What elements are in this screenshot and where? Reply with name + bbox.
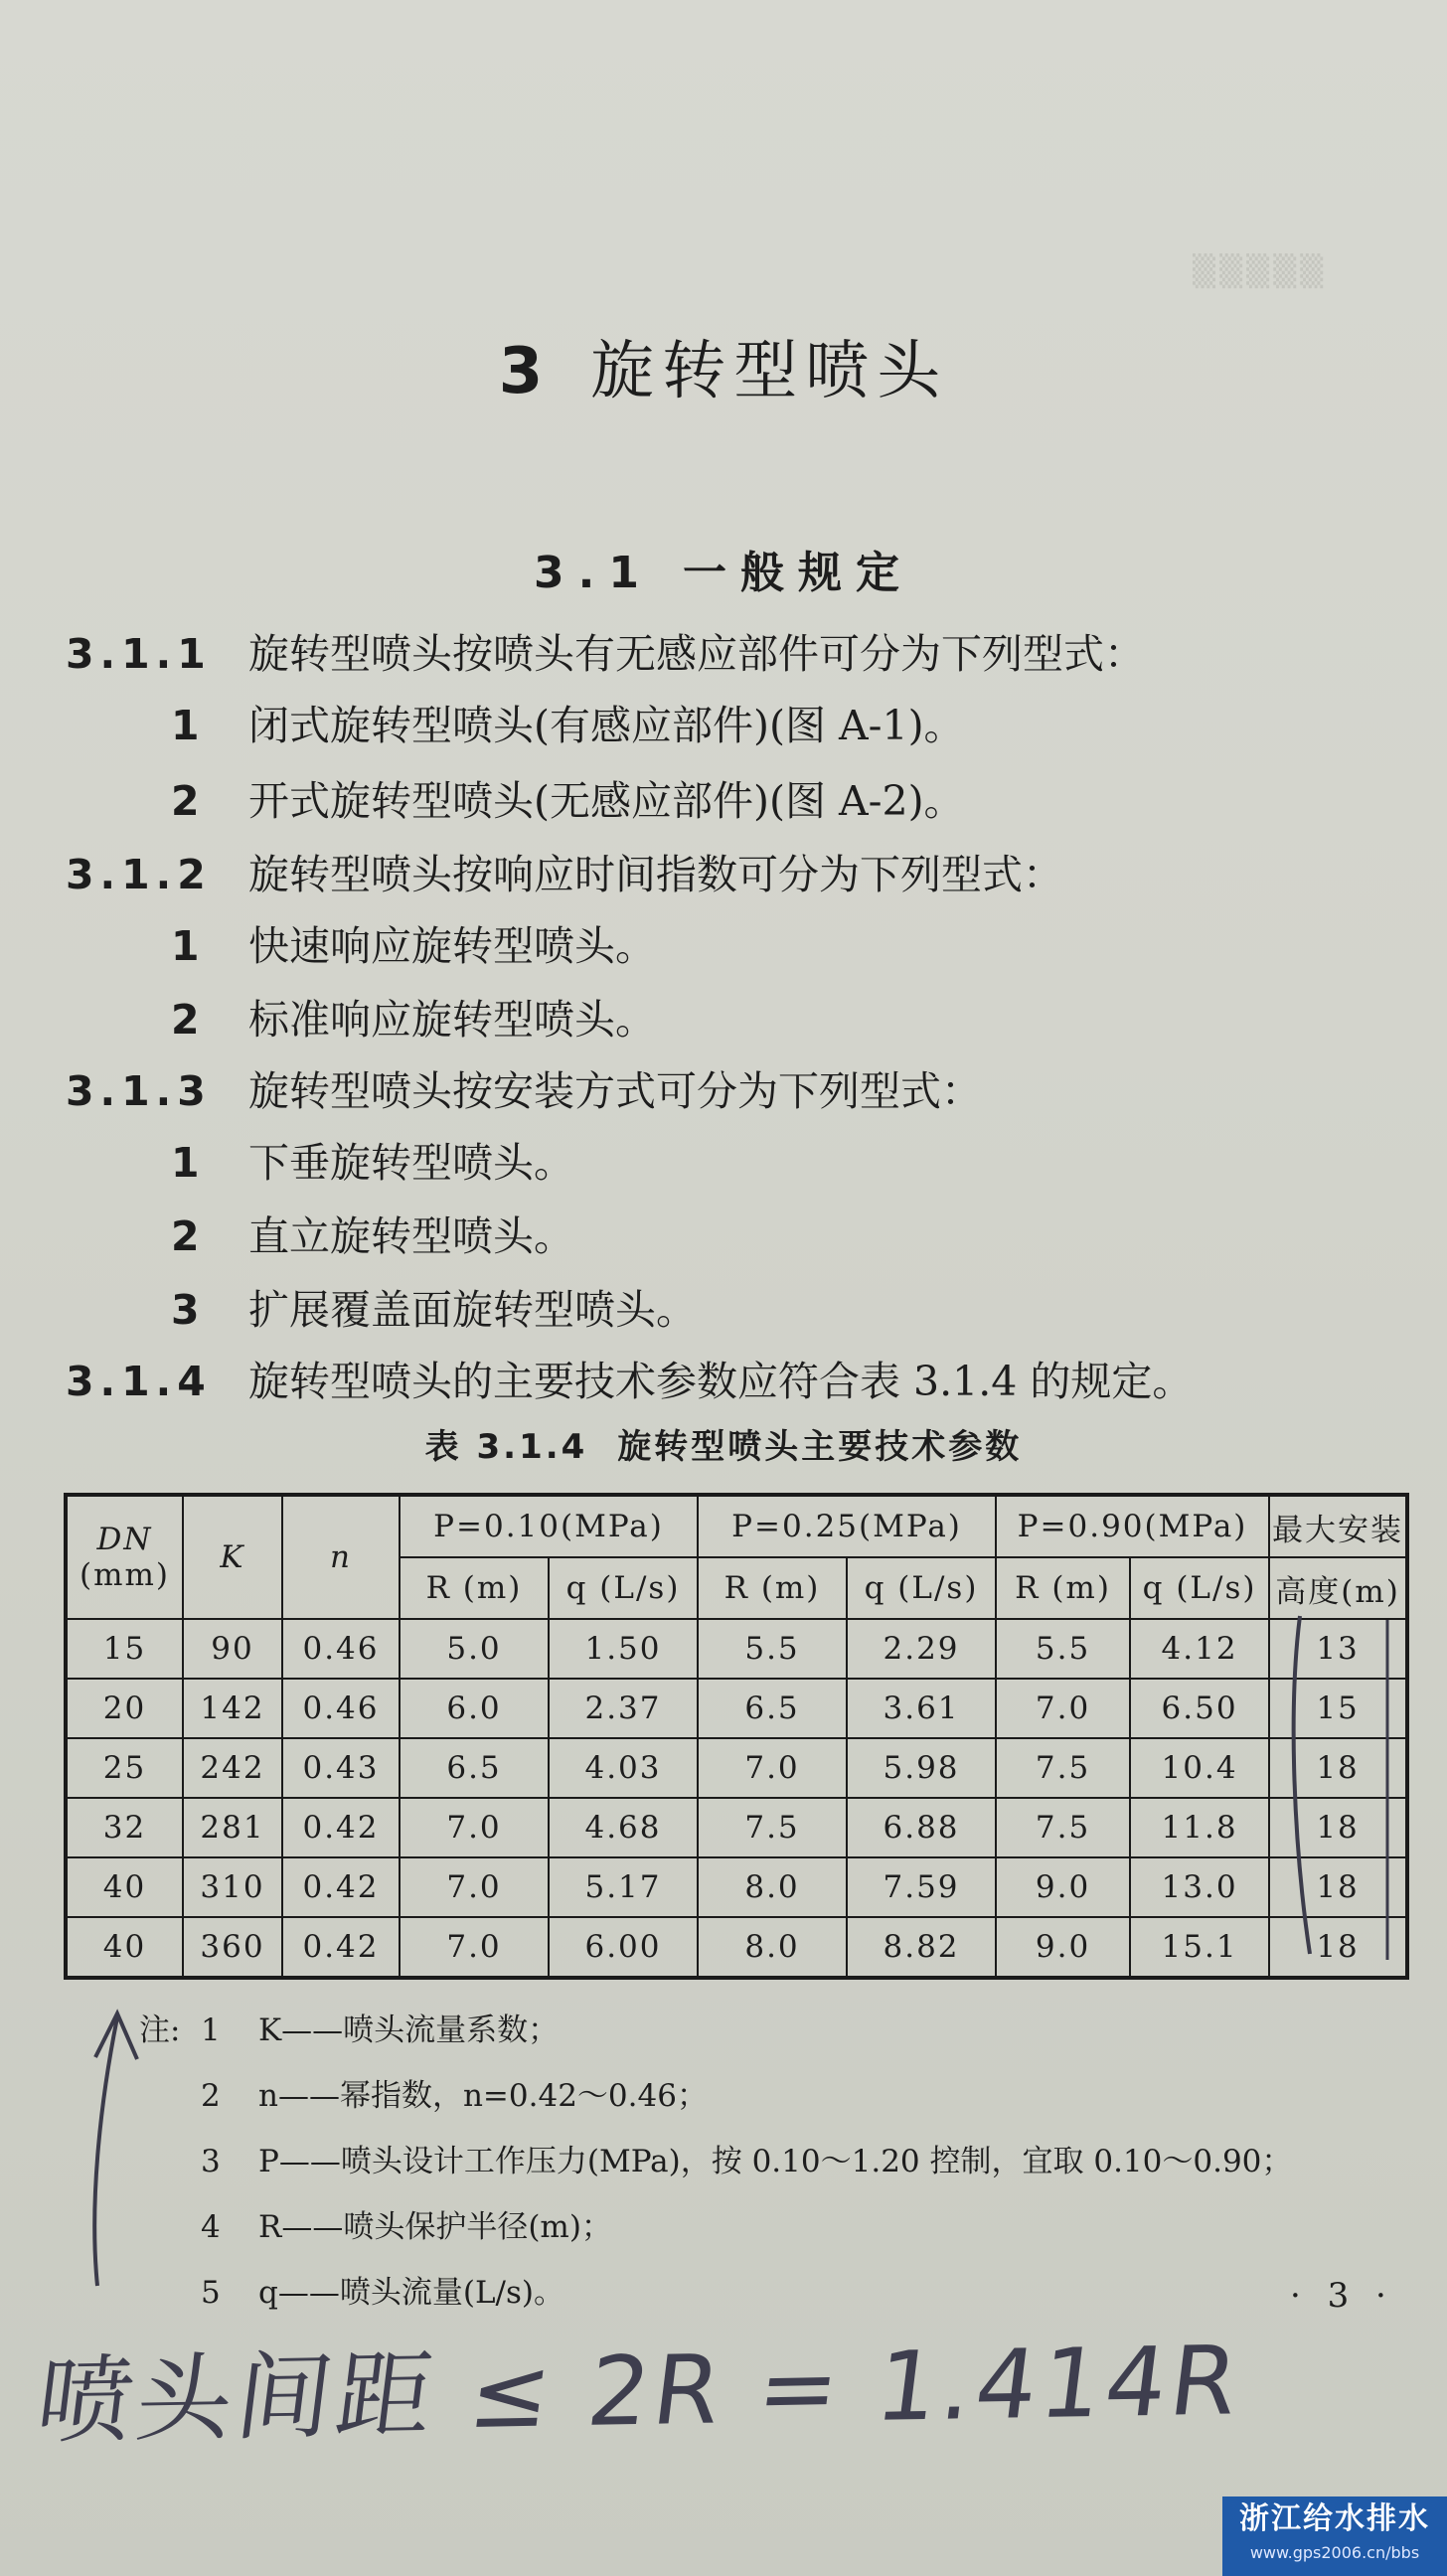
table-cell: 1.50 xyxy=(549,1619,698,1679)
header-dn-unit: (mm) xyxy=(80,1557,170,1593)
table-cell: 0.42 xyxy=(282,1857,400,1917)
table-cell: 25 xyxy=(66,1738,183,1798)
table-cell: 281 xyxy=(183,1798,282,1857)
table-cell: 4.12 xyxy=(1130,1619,1269,1679)
table-cell: 6.5 xyxy=(698,1679,847,1738)
table-cell: 7.0 xyxy=(400,1857,549,1917)
table-cell: 5.5 xyxy=(698,1619,847,1679)
notes-label: 注: xyxy=(139,2012,181,2048)
page-number: · 3 · xyxy=(1290,2276,1394,2316)
table-cell: 13 xyxy=(1269,1619,1407,1679)
clause-number: 3.1.1 xyxy=(66,630,212,678)
table-cell: 2.29 xyxy=(847,1619,996,1679)
item-text: 扩展覆盖面旋转型喷头。 xyxy=(248,1286,697,1334)
handwritten-bracket xyxy=(1294,1616,1310,1954)
forum-watermark[interactable] xyxy=(1222,2496,1447,2576)
table-cell: 40 xyxy=(66,1917,183,1978)
table-cell: 9.0 xyxy=(996,1917,1130,1978)
note-number: 3 xyxy=(201,2144,221,2179)
table-cell: 7.5 xyxy=(698,1798,847,1857)
table-cell: 6.88 xyxy=(847,1798,996,1857)
header-max-height: 最大安装 xyxy=(1269,1495,1407,1557)
table-cell: 8.82 xyxy=(847,1917,996,1978)
section-number: 3.1 xyxy=(534,548,653,598)
clause-text: 旋转型喷头按响应时间指数可分为下列型式： xyxy=(248,851,1063,898)
table-cell: 6.00 xyxy=(549,1917,698,1978)
table-cell: 15 xyxy=(1269,1679,1407,1738)
clause-text: 旋转型喷头的主要技术参数应符合表 3.1.4 的规定。 xyxy=(248,1358,1194,1405)
header-pressure-025: P=0.25(MPa) xyxy=(698,1495,996,1557)
item-number: 2 xyxy=(171,1212,200,1260)
item-text: 闭式旋转型喷头(有感应部件)(图 A-1)。 xyxy=(248,702,965,749)
header-n: n xyxy=(282,1495,400,1619)
table-cell: 7.0 xyxy=(400,1917,549,1978)
header-q: q (L/s) xyxy=(1130,1557,1269,1619)
clause-number: 3.1.3 xyxy=(66,1067,212,1115)
item-text: 标准响应旋转型喷头。 xyxy=(248,996,656,1044)
table-caption-title: 旋转型喷头主要技术参数 xyxy=(617,1427,1023,1467)
table-cell: 0.42 xyxy=(282,1917,400,1978)
item-text: 直立旋转型喷头。 xyxy=(248,1212,574,1260)
table-cell: 7.5 xyxy=(996,1738,1130,1798)
note-number: 1 xyxy=(201,2012,221,2048)
table-cell: 13.0 xyxy=(1130,1857,1269,1917)
item-text: 快速响应旋转型喷头。 xyxy=(248,922,656,970)
header-max-height-unit: 高度(m) xyxy=(1269,1557,1407,1619)
item-number: 3 xyxy=(171,1286,200,1334)
item-number: 1 xyxy=(171,922,200,970)
note-text: K——喷头流量系数； xyxy=(258,2012,560,2048)
table-cell: 8.0 xyxy=(698,1857,847,1917)
note-number: 5 xyxy=(201,2275,221,2311)
item-number: 1 xyxy=(171,1139,200,1187)
header-q: q (L/s) xyxy=(549,1557,698,1619)
table-caption-number: 表 3.1.4 xyxy=(424,1427,588,1467)
clause-number: 3.1.2 xyxy=(66,851,212,898)
header-pressure-090: P=0.90(MPa) xyxy=(996,1495,1269,1557)
table-cell: 18 xyxy=(1269,1857,1407,1917)
table-cell: 242 xyxy=(183,1738,282,1798)
clause-number: 3.1.4 xyxy=(66,1358,212,1405)
table-cell: 40 xyxy=(66,1857,183,1917)
table-cell: 4.03 xyxy=(549,1738,698,1798)
item-number: 2 xyxy=(171,996,200,1044)
watermark-url: www.gps2006.cn/bbs xyxy=(1249,2543,1420,2562)
chapter-title-text: 旋转型喷头 xyxy=(590,335,949,408)
clause-text: 旋转型喷头按安装方式可分为下列型式： xyxy=(248,1067,982,1115)
table-cell: 4.68 xyxy=(549,1798,698,1857)
clause-text: 旋转型喷头按喷头有无感应部件可分为下列型式： xyxy=(248,630,1145,678)
table-cell: 15 xyxy=(66,1619,183,1679)
table-cell: 6.5 xyxy=(400,1738,549,1798)
table-cell: 2.37 xyxy=(549,1679,698,1738)
table-cell: 20 xyxy=(66,1679,183,1738)
item-text: 下垂旋转型喷头。 xyxy=(248,1139,574,1187)
note-number: 2 xyxy=(201,2078,221,2114)
table-cell: 8.0 xyxy=(698,1917,847,1978)
table-cell: 0.42 xyxy=(282,1798,400,1857)
watermark-name: 浙江给水排水 xyxy=(1239,2501,1430,2536)
table-cell: 32 xyxy=(66,1798,183,1857)
table-cell: 9.0 xyxy=(996,1857,1130,1917)
table-cell: 18 xyxy=(1269,1798,1407,1857)
header-dn-label: DN xyxy=(96,1522,153,1557)
table-cell: 142 xyxy=(183,1679,282,1738)
chapter-number: 3 xyxy=(498,335,552,408)
note-text: P——喷头设计工作压力(MPa)，按 0.10～1.20 控制，宜取 0.10～0.90； xyxy=(258,2144,1293,2179)
table-cell: 90 xyxy=(183,1619,282,1679)
note-number: 4 xyxy=(201,2209,221,2245)
header-k: K xyxy=(183,1495,282,1619)
table-cell: 11.8 xyxy=(1130,1798,1269,1857)
header-q: q (L/s) xyxy=(847,1557,996,1619)
table-cell: 360 xyxy=(183,1917,282,1978)
table-cell: 7.0 xyxy=(698,1738,847,1798)
table-cell: 7.59 xyxy=(847,1857,996,1917)
table-cell: 10.4 xyxy=(1130,1738,1269,1798)
table-cell: 18 xyxy=(1269,1738,1407,1798)
table-cell: 7.0 xyxy=(996,1679,1130,1738)
table-cell: 0.46 xyxy=(282,1679,400,1738)
table-cell: 5.17 xyxy=(549,1857,698,1917)
table-cell: 5.0 xyxy=(400,1619,549,1679)
table-cell: 310 xyxy=(183,1857,282,1917)
item-number: 2 xyxy=(171,777,200,825)
table-cell: 7.0 xyxy=(400,1798,549,1857)
header-r: R (m) xyxy=(698,1557,847,1619)
item-text: 开式旋转型喷头(无感应部件)(图 A-2)。 xyxy=(248,777,965,825)
note-text: R——喷头保护半径(m)； xyxy=(258,2209,612,2245)
table-cell: 7.5 xyxy=(996,1798,1130,1857)
table-cell: 18 xyxy=(1269,1917,1407,1978)
table-cell: 0.43 xyxy=(282,1738,400,1798)
table-cell: 5.5 xyxy=(996,1619,1130,1679)
section-title-text: 一般规定 xyxy=(682,548,913,598)
table-cell: 6.0 xyxy=(400,1679,549,1738)
header-r: R (m) xyxy=(996,1557,1130,1619)
item-number: 1 xyxy=(171,702,200,749)
table-cell: 5.98 xyxy=(847,1738,996,1798)
header-pressure-010: P=0.10(MPa) xyxy=(400,1495,698,1557)
table-cell: 3.61 xyxy=(847,1679,996,1738)
note-text: q——喷头流量(L/s)。 xyxy=(258,2275,564,2311)
handwritten-note: 喷头间距 ≤ 2R = 1.414R xyxy=(30,2325,1248,2458)
table-cell: 0.46 xyxy=(282,1619,400,1679)
table-cell: 6.50 xyxy=(1130,1679,1269,1738)
handwritten-arrow-shaft xyxy=(94,2017,117,2286)
table-cell: 15.1 xyxy=(1130,1917,1269,1978)
bleed-through-text: ▒▒▒▒▒ xyxy=(1193,254,1328,289)
note-text: n——幂指数，n=0.42～0.46； xyxy=(258,2078,708,2114)
header-r: R (m) xyxy=(400,1557,549,1619)
